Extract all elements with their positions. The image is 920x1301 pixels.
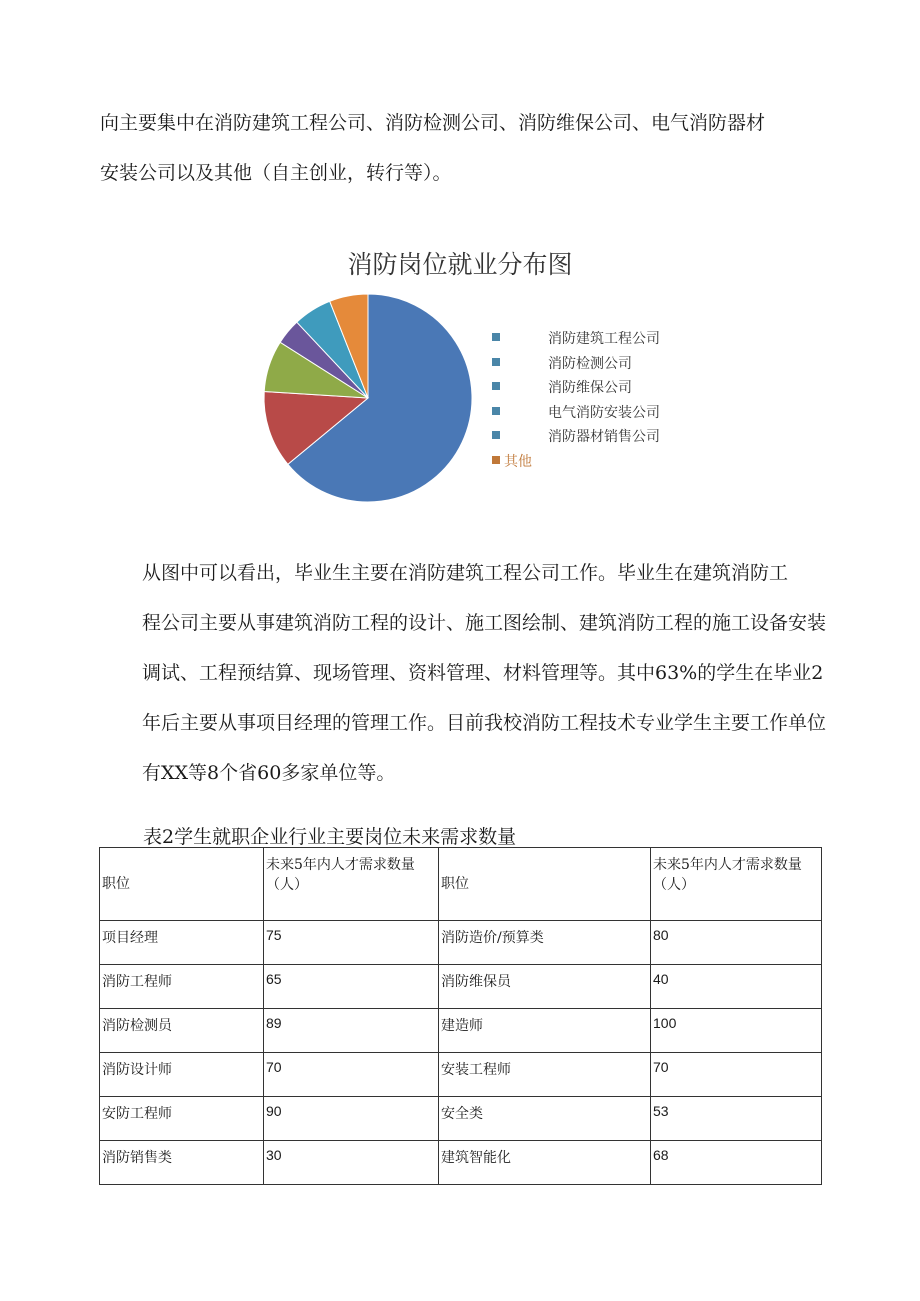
body-line: 有XX等8个省60多家单位等。 [142, 762, 396, 784]
table-cell: 项目经理 [100, 921, 264, 965]
body-line: 从图中可以看出，毕业生主要在消防建筑工程公司工作。毕业生在建筑消防工 [142, 562, 789, 584]
legend-label: 消防维保公司 [548, 380, 632, 397]
table-row [100, 1053, 822, 1097]
table-row [100, 921, 822, 965]
table-cell: 68 [651, 1141, 822, 1185]
table-row [100, 1009, 822, 1053]
table-cell: 消防维保员 [439, 965, 651, 1009]
body-line: 程公司主要从事建筑消防工程的设计、施工图绘制、建筑消防工程的施工设备安装 [142, 612, 827, 634]
legend-swatch [492, 358, 500, 366]
legend-label: 消防器材销售公司 [548, 429, 660, 446]
table-cell: 90 [264, 1097, 439, 1141]
header-cell: 职位 [439, 848, 651, 921]
table-cell: 30 [264, 1141, 439, 1185]
table-cell: 65 [264, 965, 439, 1009]
table-caption: 表2学生就职企业行业主要岗位未来需求数量 [143, 826, 517, 848]
table-cell: 80 [651, 921, 822, 965]
header-cell: 未来5年内人才需求数量（人） [651, 848, 822, 921]
table-row [100, 1141, 822, 1185]
table-cell: 消防检测员 [100, 1009, 264, 1053]
intro-line: 安装公司以及其他（自主创业，转行等）。 [100, 162, 452, 184]
legend-swatch [492, 333, 500, 341]
table-cell: 安装工程师 [439, 1053, 651, 1097]
table-cell: 75 [264, 921, 439, 965]
intro-paragraph [100, 98, 825, 198]
table-cell: 53 [651, 1097, 822, 1141]
table-cell: 消防销售类 [100, 1141, 264, 1185]
legend-swatch [492, 382, 500, 390]
body-paragraph [100, 548, 825, 798]
table-cell: 89 [264, 1009, 439, 1053]
legend-swatch [492, 407, 500, 415]
table-cell: 建筑智能化 [439, 1141, 651, 1185]
table-cell: 消防造价/预算类 [439, 921, 651, 965]
header-cell: 职位 [100, 848, 264, 921]
table-cell: 安全类 [439, 1097, 651, 1141]
demand-table [99, 847, 822, 1185]
legend-swatch [492, 431, 500, 439]
table-header-row [100, 848, 822, 921]
legend-label: 电气消防安装公司 [548, 404, 660, 421]
table-row [100, 965, 822, 1009]
body-line: 调试、工程预结算、现场管理、资料管理、材料管理等。其中63%的学生在毕业2 [142, 662, 824, 684]
table-cell: 安防工程师 [100, 1097, 264, 1141]
chart-title: 消防岗位就业分布图 [347, 250, 573, 279]
legend-swatch [492, 456, 500, 464]
table-cell: 消防工程师 [100, 965, 264, 1009]
table-cell: 消防设计师 [100, 1053, 264, 1097]
header-cell: 未来5年内人才需求数量（人） [264, 848, 439, 921]
legend-label: 消防检测公司 [548, 355, 632, 372]
body-line: 年后主要从事项目经理的管理工作。目前我校消防工程技术专业学生主要工作单位 [142, 712, 827, 734]
table-cell: 70 [264, 1053, 439, 1097]
table-cell: 建造师 [439, 1009, 651, 1053]
table-cell: 70 [651, 1053, 822, 1097]
legend-label: 消防建筑工程公司 [548, 331, 660, 347]
table-cell: 100 [651, 1009, 822, 1053]
legend-label: 其他 [504, 454, 532, 470]
intro-line: 向主要集中在消防建筑工程公司、消防检测公司、消防维保公司、电气消防器材 [100, 112, 766, 134]
pie-chart [262, 290, 477, 505]
table-cell: 40 [651, 965, 822, 1009]
table-row [100, 1097, 822, 1141]
